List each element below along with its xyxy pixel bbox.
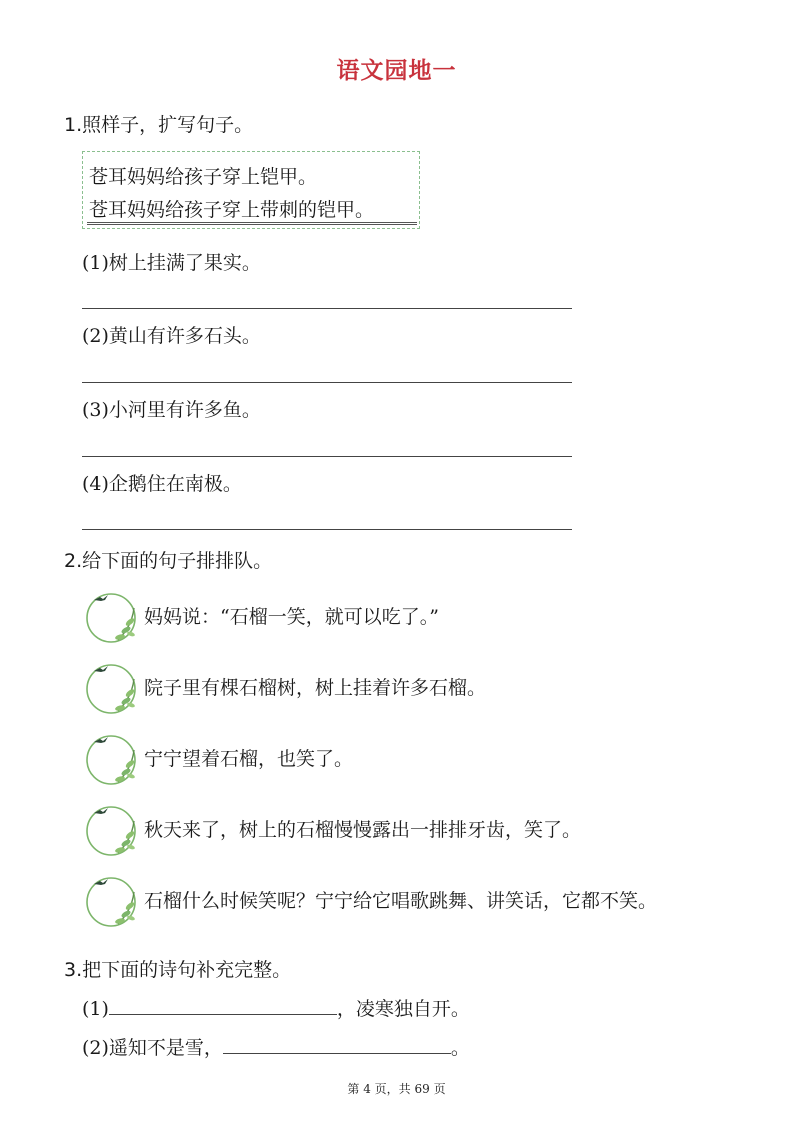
q1-answer-line-3[interactable] (82, 456, 572, 457)
example-box (82, 151, 420, 229)
example-expanded-sentence: 苍耳妈妈给孩子穿上带刺的铠甲。 (89, 199, 375, 221)
q2-sentence-5: 石榴什么时候笑呢？宁宁给它唱歌跳舞、讲笑话，它都不笑。 (144, 890, 658, 912)
page-title: 语文园地一 (336, 58, 457, 84)
poem-line-1-blank[interactable] (109, 995, 337, 1015)
page-footer: 第 4 页，共 69 页 (347, 1082, 446, 1096)
poem-line-2-prefix: (2)遥知不是雪， (82, 1037, 223, 1059)
q2-sentence-3: 宁宁望着石榴，也笑了。 (144, 748, 354, 770)
q1-item-1: (1)树上挂满了果实。 (82, 252, 261, 274)
wreath-order-box-icon[interactable] (84, 872, 140, 932)
q1-item-3: (3)小河里有许多鱼。 (82, 399, 261, 421)
wreath-order-box-icon[interactable] (84, 801, 140, 861)
poem-line-2-suffix: 。 (450, 1037, 470, 1059)
poem-line-2 (82, 1033, 470, 1060)
wreath-order-box-icon[interactable] (84, 730, 140, 790)
poem-line-2-blank[interactable] (223, 1034, 451, 1054)
q1-answer-line-4[interactable] (82, 529, 572, 530)
poem-line-1-suffix: ，凌寒独自开。 (336, 998, 470, 1020)
example-double-underline (87, 222, 417, 225)
example-original-sentence: 苍耳妈妈给孩子穿上铠甲。 (89, 166, 318, 188)
q2-sentence-1: 妈妈说：“石榴一笑，就可以吃了。” (144, 606, 439, 628)
q1-item-2: (2)黄山有许多石头。 (82, 325, 261, 347)
q2-sentence-2: 院子里有棵石榴树，树上挂着许多石榴。 (144, 677, 487, 699)
question-3-heading: 3.把下面的诗句补充完整。 (64, 959, 292, 981)
q1-answer-line-1[interactable] (82, 308, 572, 309)
q1-item-4: (4)企鹅住在南极。 (82, 473, 242, 495)
wreath-order-box-icon[interactable] (84, 659, 140, 719)
poem-line-1 (82, 994, 470, 1021)
q2-sentence-4: 秋天来了，树上的石榴慢慢露出一排排牙齿，笑了。 (144, 819, 582, 841)
q1-answer-line-2[interactable] (82, 382, 572, 383)
wreath-order-box-icon[interactable] (84, 588, 140, 648)
poem-line-1-prefix: (1) (82, 998, 109, 1020)
question-2-heading: 2.给下面的句子排排队。 (64, 550, 273, 572)
question-1-heading: 1.照样子，扩写句子。 (64, 114, 254, 136)
